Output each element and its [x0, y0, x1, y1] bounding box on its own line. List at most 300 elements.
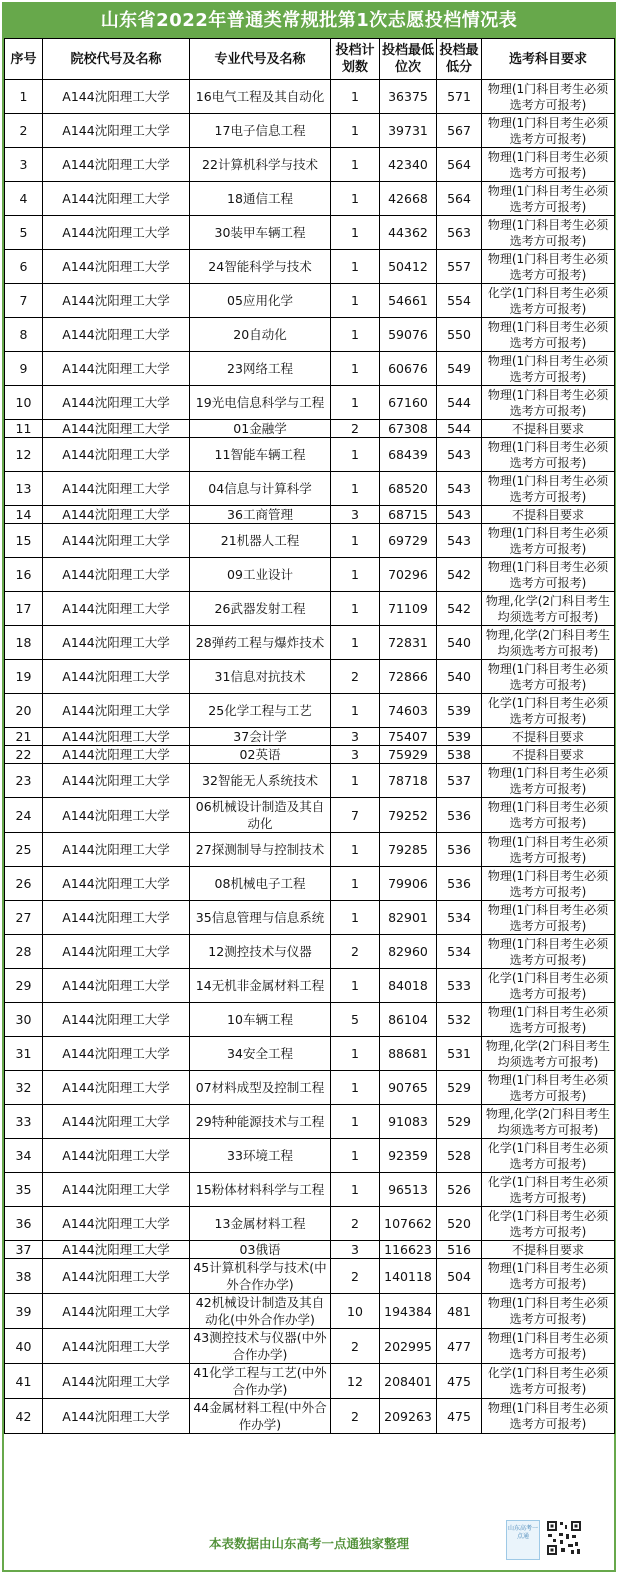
- cell-seq: 23: [5, 764, 43, 798]
- header-plan: [331, 39, 380, 80]
- cell-req: 不提科目要求: [482, 420, 615, 438]
- header-plan-line1: 投档计: [335, 43, 375, 58]
- header-rank: [380, 39, 437, 80]
- cell-seq: 20: [5, 694, 43, 728]
- cell-major: 44金属材料工程(中外合作办学): [190, 1399, 331, 1434]
- cell-score: 536: [437, 798, 482, 833]
- table-row: [5, 438, 615, 472]
- cell-plan: 10: [331, 1294, 380, 1329]
- cell-school: A144沈阳理工大学: [43, 1294, 190, 1329]
- cell-school: A144沈阳理工大学: [43, 798, 190, 833]
- cell-score: 532: [437, 1003, 482, 1037]
- cell-major: 15粉体材料科学与工程: [190, 1173, 331, 1207]
- cell-school: A144沈阳理工大学: [43, 592, 190, 626]
- cell-req: 物理(1门科目考生必须选考方可报考): [482, 80, 615, 114]
- cell-seq: 3: [5, 148, 43, 182]
- cell-score: 543: [437, 524, 482, 558]
- cell-plan: 1: [331, 1105, 380, 1139]
- cell-seq: 10: [5, 386, 43, 420]
- cell-rank: 42340: [380, 148, 437, 182]
- cell-score: 537: [437, 764, 482, 798]
- table-row: [5, 935, 615, 969]
- cell-school: A144沈阳理工大学: [43, 216, 190, 250]
- cell-seq: 11: [5, 420, 43, 438]
- cell-major: 28弹药工程与爆炸技术: [190, 626, 331, 660]
- cell-school: A144沈阳理工大学: [43, 472, 190, 506]
- cell-rank: 107662: [380, 1207, 437, 1241]
- cell-seq: 38: [5, 1259, 43, 1294]
- cell-plan: 12: [331, 1364, 380, 1399]
- cell-seq: 33: [5, 1105, 43, 1139]
- cell-seq: 40: [5, 1329, 43, 1364]
- cell-rank: 69729: [380, 524, 437, 558]
- footer: [4, 1514, 614, 1570]
- cell-plan: 3: [331, 506, 380, 524]
- table-row: [5, 1105, 615, 1139]
- cell-school: A144沈阳理工大学: [43, 114, 190, 148]
- cell-school: A144沈阳理工大学: [43, 1105, 190, 1139]
- table-row: [5, 901, 615, 935]
- cell-major: 43测控技术与仪器(中外合作办学): [190, 1329, 331, 1364]
- table-row: [5, 1173, 615, 1207]
- table-row: [5, 1399, 615, 1434]
- cell-req: 物理,化学(2门科目考生均须选考方可报考): [482, 592, 615, 626]
- cell-seq: 34: [5, 1139, 43, 1173]
- table-row: [5, 114, 615, 148]
- cell-major: 45计算机科学与技术(中外合作办学): [190, 1259, 331, 1294]
- cell-seq: 25: [5, 833, 43, 867]
- table-row: [5, 1241, 615, 1259]
- cell-major: 12测控技术与仪器: [190, 935, 331, 969]
- cell-req: 物理(1门科目考生必须选考方可报考): [482, 764, 615, 798]
- cell-req: 物理(1门科目考生必须选考方可报考): [482, 250, 615, 284]
- cell-req: 物理(1门科目考生必须选考方可报考): [482, 352, 615, 386]
- cell-rank: 68520: [380, 472, 437, 506]
- cell-seq: 1: [5, 80, 43, 114]
- table-row: [5, 1003, 615, 1037]
- cell-major: 11智能车辆工程: [190, 438, 331, 472]
- cell-seq: 41: [5, 1364, 43, 1399]
- cell-rank: 59076: [380, 318, 437, 352]
- cell-plan: 2: [331, 935, 380, 969]
- cell-major: 26武器发射工程: [190, 592, 331, 626]
- cell-seq: 21: [5, 728, 43, 746]
- cell-plan: 1: [331, 114, 380, 148]
- cell-req: 物理(1门科目考生必须选考方可报考): [482, 386, 615, 420]
- cell-plan: 2: [331, 1329, 380, 1364]
- cell-school: A144沈阳理工大学: [43, 1037, 190, 1071]
- cell-major: 17电子信息工程: [190, 114, 331, 148]
- table-row: [5, 798, 615, 833]
- cell-rank: 72866: [380, 660, 437, 694]
- cell-rank: 194384: [380, 1294, 437, 1329]
- cell-rank: 74603: [380, 694, 437, 728]
- cell-req: 物理(1门科目考生必须选考方可报考): [482, 1294, 615, 1329]
- cell-score: 540: [437, 626, 482, 660]
- cell-major: 25化学工程与工艺: [190, 694, 331, 728]
- cell-school: A144沈阳理工大学: [43, 1364, 190, 1399]
- cell-seq: 31: [5, 1037, 43, 1071]
- cell-major: 20自动化: [190, 318, 331, 352]
- cell-plan: 2: [331, 660, 380, 694]
- cell-plan: 1: [331, 318, 380, 352]
- cell-plan: 2: [331, 1399, 380, 1434]
- cell-school: A144沈阳理工大学: [43, 438, 190, 472]
- cell-major: 09工业设计: [190, 558, 331, 592]
- cell-req: 物理(1门科目考生必须选考方可报考): [482, 318, 615, 352]
- cell-score: 477: [437, 1329, 482, 1364]
- cell-score: 529: [437, 1071, 482, 1105]
- table-row: [5, 284, 615, 318]
- cell-school: A144沈阳理工大学: [43, 1139, 190, 1173]
- cell-seq: 13: [5, 472, 43, 506]
- cell-major: 32智能无人系统技术: [190, 764, 331, 798]
- cell-major: 37会计学: [190, 728, 331, 746]
- cell-rank: 90765: [380, 1071, 437, 1105]
- cell-school: A144沈阳理工大学: [43, 626, 190, 660]
- cell-rank: 60676: [380, 352, 437, 386]
- cell-major: 01金融学: [190, 420, 331, 438]
- cell-major: 04信息与计算科学: [190, 472, 331, 506]
- cell-rank: 71109: [380, 592, 437, 626]
- cell-rank: 67308: [380, 420, 437, 438]
- admission-table-card: [2, 2, 616, 1572]
- cell-req: 物理(1门科目考生必须选考方可报考): [482, 901, 615, 935]
- cell-major: 24智能科学与技术: [190, 250, 331, 284]
- cell-req: 物理(1门科目考生必须选考方可报考): [482, 182, 615, 216]
- cell-school: A144沈阳理工大学: [43, 352, 190, 386]
- cell-seq: 36: [5, 1207, 43, 1241]
- cell-school: A144沈阳理工大学: [43, 558, 190, 592]
- cell-plan: 1: [331, 472, 380, 506]
- cell-rank: 79252: [380, 798, 437, 833]
- cell-req: 物理(1门科目考生必须选考方可报考): [482, 1329, 615, 1364]
- page-title: 山东省2022年普通类常规批第1次志愿投档情况表: [4, 4, 614, 38]
- cell-score: 554: [437, 284, 482, 318]
- cell-req: 物理(1门科目考生必须选考方可报考): [482, 472, 615, 506]
- cell-seq: 5: [5, 216, 43, 250]
- table-row: [5, 386, 615, 420]
- header-rank-line2: 位次: [394, 60, 421, 75]
- cell-seq: 2: [5, 114, 43, 148]
- cell-school: A144沈阳理工大学: [43, 1241, 190, 1259]
- table-row: [5, 216, 615, 250]
- cell-school: A144沈阳理工大学: [43, 728, 190, 746]
- cell-req: 物理,化学(2门科目考生均须选考方可报考): [482, 1105, 615, 1139]
- cell-school: A144沈阳理工大学: [43, 1329, 190, 1364]
- cell-school: A144沈阳理工大学: [43, 969, 190, 1003]
- cell-rank: 39731: [380, 114, 437, 148]
- header-score: [437, 39, 482, 80]
- table-row: [5, 318, 615, 352]
- cell-req: 物理,化学(2门科目考生均须选考方可报考): [482, 1037, 615, 1071]
- cell-plan: 1: [331, 1173, 380, 1207]
- cell-rank: 75929: [380, 746, 437, 764]
- cell-school: A144沈阳理工大学: [43, 284, 190, 318]
- cell-plan: 1: [331, 694, 380, 728]
- table-row: [5, 524, 615, 558]
- header-score-line1: 投档最: [439, 43, 479, 58]
- cell-seq: 26: [5, 867, 43, 901]
- cell-score: 536: [437, 867, 482, 901]
- cell-req: 物理(1门科目考生必须选考方可报考): [482, 798, 615, 833]
- cell-score: 543: [437, 506, 482, 524]
- cell-school: A144沈阳理工大学: [43, 250, 190, 284]
- cell-score: 571: [437, 80, 482, 114]
- cell-plan: 1: [331, 80, 380, 114]
- cell-seq: 37: [5, 1241, 43, 1259]
- cell-score: 516: [437, 1241, 482, 1259]
- cell-plan: 1: [331, 352, 380, 386]
- table-row: [5, 1071, 615, 1105]
- cell-school: A144沈阳理工大学: [43, 901, 190, 935]
- cell-rank: 70296: [380, 558, 437, 592]
- cell-school: A144沈阳理工大学: [43, 833, 190, 867]
- cell-score: 543: [437, 472, 482, 506]
- cell-major: 29特种能源技术与工程: [190, 1105, 331, 1139]
- cell-seq: 17: [5, 592, 43, 626]
- cell-rank: 209263: [380, 1399, 437, 1434]
- cell-req: 物理(1门科目考生必须选考方可报考): [482, 216, 615, 250]
- cell-major: 33环境工程: [190, 1139, 331, 1173]
- cell-major: 08机械电子工程: [190, 867, 331, 901]
- cell-req: 物理(1门科目考生必须选考方可报考): [482, 148, 615, 182]
- cell-major: 16电气工程及其自动化: [190, 80, 331, 114]
- cell-plan: 1: [331, 1139, 380, 1173]
- table-row: [5, 1139, 615, 1173]
- cell-rank: 91083: [380, 1105, 437, 1139]
- cell-seq: 19: [5, 660, 43, 694]
- cell-rank: 92359: [380, 1139, 437, 1173]
- cell-rank: 68439: [380, 438, 437, 472]
- cell-major: 07材料成型及控制工程: [190, 1071, 331, 1105]
- cell-rank: 86104: [380, 1003, 437, 1037]
- cell-score: 542: [437, 592, 482, 626]
- header-major: 专业代号及名称: [190, 39, 331, 80]
- cell-plan: 2: [331, 420, 380, 438]
- cell-major: 14无机非金属材料工程: [190, 969, 331, 1003]
- cell-school: A144沈阳理工大学: [43, 386, 190, 420]
- cell-req: 不提科目要求: [482, 506, 615, 524]
- cell-score: 544: [437, 420, 482, 438]
- cell-score: 520: [437, 1207, 482, 1241]
- cell-seq: 27: [5, 901, 43, 935]
- table-row: [5, 1207, 615, 1241]
- cell-score: 539: [437, 728, 482, 746]
- cell-score: 526: [437, 1173, 482, 1207]
- footer-note: 本表数据由山东高考一点通独家整理: [208, 1536, 409, 1551]
- cell-plan: 1: [331, 250, 380, 284]
- cell-rank: 67160: [380, 386, 437, 420]
- cell-req: 化学(1门科目考生必须选考方可报考): [482, 1207, 615, 1241]
- cell-school: A144沈阳理工大学: [43, 1173, 190, 1207]
- cell-seq: 30: [5, 1003, 43, 1037]
- cell-req: 不提科目要求: [482, 746, 615, 764]
- cell-major: 31信息对抗技术: [190, 660, 331, 694]
- cell-plan: 3: [331, 746, 380, 764]
- cell-school: A144沈阳理工大学: [43, 1207, 190, 1241]
- cell-req: 化学(1门科目考生必须选考方可报考): [482, 1173, 615, 1207]
- cell-school: A144沈阳理工大学: [43, 1259, 190, 1294]
- cell-school: A144沈阳理工大学: [43, 524, 190, 558]
- cell-school: A144沈阳理工大学: [43, 506, 190, 524]
- cell-plan: 1: [331, 524, 380, 558]
- table-row: [5, 352, 615, 386]
- cell-rank: 84018: [380, 969, 437, 1003]
- cell-plan: 1: [331, 284, 380, 318]
- cell-major: 35信息管理与信息系统: [190, 901, 331, 935]
- header-school: 院校代号及名称: [43, 39, 190, 80]
- cell-seq: 29: [5, 969, 43, 1003]
- header-score-line2: 低分: [445, 60, 472, 75]
- cell-rank: 88681: [380, 1037, 437, 1071]
- cell-req: 不提科目要求: [482, 728, 615, 746]
- cell-major: 30装甲车辆工程: [190, 216, 331, 250]
- cell-seq: 16: [5, 558, 43, 592]
- cell-rank: 116623: [380, 1241, 437, 1259]
- cell-school: A144沈阳理工大学: [43, 764, 190, 798]
- cell-score: 481: [437, 1294, 482, 1329]
- cell-plan: 1: [331, 901, 380, 935]
- cell-seq: 15: [5, 524, 43, 558]
- cell-school: A144沈阳理工大学: [43, 148, 190, 182]
- cell-plan: 2: [331, 1207, 380, 1241]
- cell-score: 539: [437, 694, 482, 728]
- cell-score: 567: [437, 114, 482, 148]
- cell-score: 564: [437, 182, 482, 216]
- cell-school: A144沈阳理工大学: [43, 318, 190, 352]
- cell-rank: 75407: [380, 728, 437, 746]
- cell-school: A144沈阳理工大学: [43, 182, 190, 216]
- table-row: [5, 472, 615, 506]
- cell-score: 543: [437, 438, 482, 472]
- table-row: [5, 1364, 615, 1399]
- cell-plan: 1: [331, 216, 380, 250]
- cell-seq: 14: [5, 506, 43, 524]
- cell-rank: 202995: [380, 1329, 437, 1364]
- cell-rank: 72831: [380, 626, 437, 660]
- table-row: [5, 764, 615, 798]
- table-body: [5, 80, 615, 1434]
- cell-req: 物理(1门科目考生必须选考方可报考): [482, 114, 615, 148]
- table-header-row: [5, 39, 615, 80]
- table-row: [5, 969, 615, 1003]
- cell-req: 不提科目要求: [482, 1241, 615, 1259]
- cell-plan: 1: [331, 386, 380, 420]
- cell-plan: 1: [331, 148, 380, 182]
- cell-req: 物理,化学(2门科目考生均须选考方可报考): [482, 626, 615, 660]
- table-row: [5, 626, 615, 660]
- header-rank-line1: 投档最低: [382, 43, 435, 58]
- cell-plan: 2: [331, 1259, 380, 1294]
- cell-school: A144沈阳理工大学: [43, 1003, 190, 1037]
- cell-major: 27探测制导与控制技术: [190, 833, 331, 867]
- table-row: [5, 1329, 615, 1364]
- cell-rank: 140118: [380, 1259, 437, 1294]
- cell-plan: 3: [331, 1241, 380, 1259]
- cell-req: 物理(1门科目考生必须选考方可报考): [482, 1399, 615, 1434]
- cell-major: 21机器人工程: [190, 524, 331, 558]
- cell-major: 03俄语: [190, 1241, 331, 1259]
- cell-plan: 1: [331, 626, 380, 660]
- cell-score: 542: [437, 558, 482, 592]
- table-row: [5, 833, 615, 867]
- cell-req: 物理(1门科目考生必须选考方可报考): [482, 1259, 615, 1294]
- cell-score: 550: [437, 318, 482, 352]
- table-row: [5, 694, 615, 728]
- cell-rank: 42668: [380, 182, 437, 216]
- cell-req: 物理(1门科目考生必须选考方可报考): [482, 1003, 615, 1037]
- cell-plan: 1: [331, 833, 380, 867]
- header-seq: 序号: [5, 39, 43, 80]
- cell-school: A144沈阳理工大学: [43, 420, 190, 438]
- cell-plan: 3: [331, 728, 380, 746]
- cell-school: A144沈阳理工大学: [43, 746, 190, 764]
- cell-major: 41化学工程与工艺(中外合作办学): [190, 1364, 331, 1399]
- cell-req: 物理(1门科目考生必须选考方可报考): [482, 524, 615, 558]
- cell-seq: 35: [5, 1173, 43, 1207]
- table-row: [5, 182, 615, 216]
- table-row: [5, 660, 615, 694]
- cell-major: 05应用化学: [190, 284, 331, 318]
- cell-rank: 54661: [380, 284, 437, 318]
- cell-score: 531: [437, 1037, 482, 1071]
- cell-rank: 82960: [380, 935, 437, 969]
- cell-score: 563: [437, 216, 482, 250]
- table-row: [5, 1037, 615, 1071]
- cell-score: 475: [437, 1364, 482, 1399]
- cell-major: 18通信工程: [190, 182, 331, 216]
- cell-plan: 1: [331, 1037, 380, 1071]
- cell-school: A144沈阳理工大学: [43, 660, 190, 694]
- cell-req: 物理(1门科目考生必须选考方可报考): [482, 558, 615, 592]
- cell-score: 475: [437, 1399, 482, 1434]
- cell-seq: 9: [5, 352, 43, 386]
- cell-plan: 1: [331, 1071, 380, 1105]
- cell-req: 物理(1门科目考生必须选考方可报考): [482, 660, 615, 694]
- cell-seq: 22: [5, 746, 43, 764]
- cell-score: 528: [437, 1139, 482, 1173]
- table-row: [5, 250, 615, 284]
- cell-rank: 82901: [380, 901, 437, 935]
- cell-seq: 28: [5, 935, 43, 969]
- cell-major: 42机械设计制造及其自动化(中外合作办学): [190, 1294, 331, 1329]
- cell-score: 534: [437, 901, 482, 935]
- table-row: [5, 1259, 615, 1294]
- cell-major: 06机械设计制造及其自动化: [190, 798, 331, 833]
- cell-seq: 4: [5, 182, 43, 216]
- cell-plan: 1: [331, 969, 380, 1003]
- cell-seq: 32: [5, 1071, 43, 1105]
- cell-major: 36工商管理: [190, 506, 331, 524]
- cell-plan: 5: [331, 1003, 380, 1037]
- cell-req: 化学(1门科目考生必须选考方可报考): [482, 1139, 615, 1173]
- cell-req: 化学(1门科目考生必须选考方可报考): [482, 969, 615, 1003]
- cell-major: 22计算机科学与技术: [190, 148, 331, 182]
- cell-seq: 18: [5, 626, 43, 660]
- cell-rank: 208401: [380, 1364, 437, 1399]
- cell-req: 化学(1门科目考生必须选考方可报考): [482, 694, 615, 728]
- cell-score: 549: [437, 352, 482, 386]
- cell-major: 13金属材料工程: [190, 1207, 331, 1241]
- cell-plan: 1: [331, 867, 380, 901]
- cell-school: A144沈阳理工大学: [43, 1399, 190, 1434]
- cell-score: 544: [437, 386, 482, 420]
- cell-school: A144沈阳理工大学: [43, 1071, 190, 1105]
- cell-score: 540: [437, 660, 482, 694]
- table-row: [5, 420, 615, 438]
- table-row: [5, 1294, 615, 1329]
